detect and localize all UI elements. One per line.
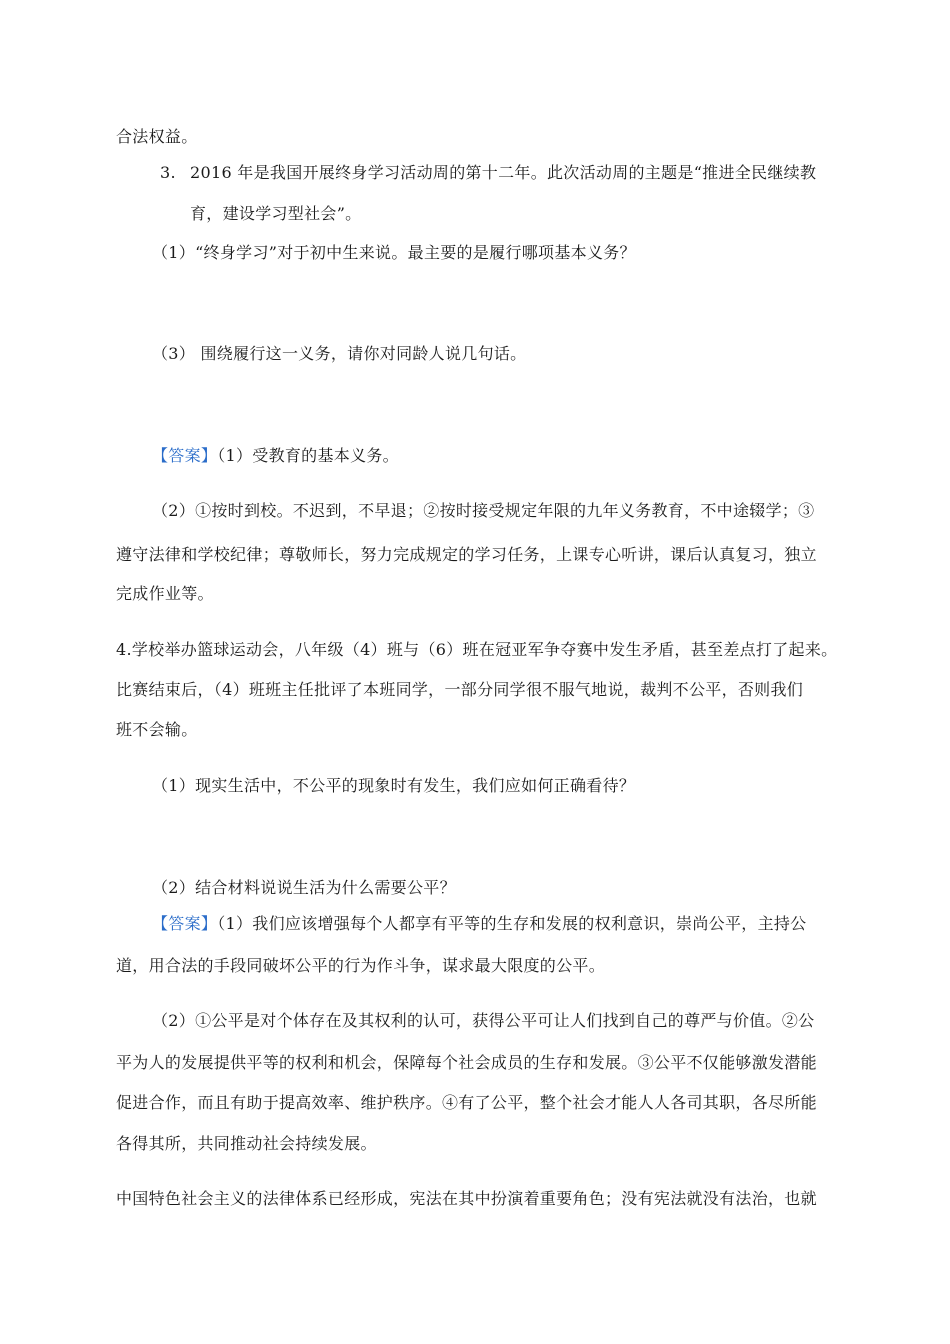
sub-question: （3） 围绕履行这一义务，请你对同龄人说几句话。 [152,344,527,363]
answer-text: 促进合作，而且有助于提高效率、维护秩序。④有了公平，整个社会才能人人各司其职，各尽所能 [116,1093,817,1112]
answer-line [152,445,399,467]
answer-tag: 【答案】 [152,446,218,465]
sub-question: （2）结合材料说说生活为什么需要公平？ [152,878,456,897]
answer-text: （2）①公平是对个体存在及其权利的认可，获得公平可让人们找到自己的尊严与价值。②公 [152,1011,815,1030]
answer-text: 完成作业等。 [116,584,214,603]
answer-text: 平为人的发展提供平等的权利和机会，保障每个社会成员的生存和发展。③公平不仅能够激发潜能 [116,1053,817,1072]
answer-text: （1）受教育的基本义务。 [217,446,399,465]
sub-question: （1）现实生活中，不公平的现象时有发生，我们应如何正确看待？ [152,776,636,795]
answer-tag: 【答案】 [152,914,218,933]
question-3-stem: 2016 年是我国开展终身学习活动周的第十二年。此次活动周的主题是“推进全民继续教 [190,163,817,182]
answer-text: 各得其所，共同推动社会持续发展。 [116,1134,377,1153]
question-number: 3. [160,163,176,182]
answer-line [152,913,806,935]
question-4-stem: 班不会输。 [116,720,198,739]
answer-text: （2）①按时到校。不迟到，不早退；②按时接受规定年限的九年义务教育，不中途辍学；③ [152,501,815,520]
text-line: 合法权益。 [116,127,198,146]
text-line: 中国特色社会主义的法律体系已经形成，宪法在其中扮演着重要角色；没有宪法就没有法治，也就 [116,1189,817,1208]
answer-text: 遵守法律和学校纪律；尊敬师长，努力完成规定的学习任务，上课专心听讲，课后认真复习，独立 [116,545,817,564]
sub-question: （1）“终身学习”对于初中生来说。最主要的是履行哪项基本义务？ [152,243,636,262]
question-4-stem: 4.学校举办篮球运动会，八年级（4）班与（6）班在冠亚军争夺赛中发生矛盾，甚至差点打了起来。 [116,640,838,659]
answer-text: （1）我们应该增强每个人都享有平等的生存和发展的权利意识，崇尚公平，主持公 [217,914,807,933]
answer-text: 道，用合法的手段同破坏公平的行为作斗争，谋求最大限度的公平。 [116,956,606,975]
question-3-stem-cont: 育，建设学习型社会”。 [190,204,362,223]
question-4-stem: 比赛结束后，（4）班班主任批评了本班同学，一部分同学很不服气地说，裁判不公平，否则我们 [116,680,804,699]
